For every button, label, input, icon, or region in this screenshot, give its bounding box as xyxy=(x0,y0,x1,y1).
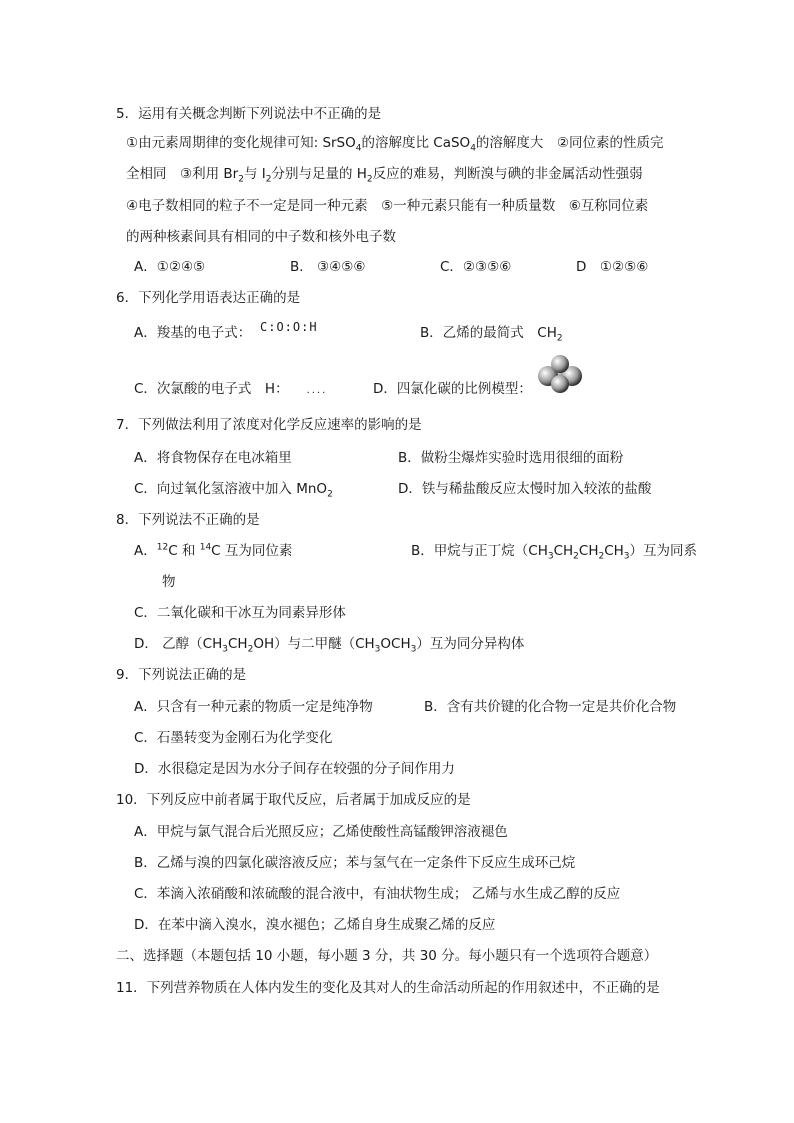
q7-option-c: C．向过氧化氢溶液中加入 MnO$_2$ xyxy=(134,481,333,500)
q9-option-b: B．含有共价键的化合物一定是共价化合物 xyxy=(424,699,677,715)
q5-option-a: A．①②④⑤ xyxy=(134,259,206,275)
q5-line1: ①由元素周期律的变化规律可知: SrSO$_4$的溶解度比 CaSO$_4$的溶解度大 ②同位素的性质完 xyxy=(126,135,664,154)
q8-option-b-wrap: 物 xyxy=(162,574,176,590)
q7-option-a: A．将食物保存在电冰箱里 xyxy=(134,450,292,466)
q9-option-c: C．石墨转变为金刚石为化学变化 xyxy=(134,730,333,746)
q10-option-a: A．甲烷与氯气混合后光照反应；乙烯使酸性高锰酸钾溶液褪色 xyxy=(134,824,508,840)
ccl4-space-filling-model-icon xyxy=(536,354,584,394)
q6-option-b: B．乙烯的最简式 $CH_2$ xyxy=(420,325,563,344)
q6-option-d: D．四氯化碳的比例模型： xyxy=(373,381,532,397)
q5-stem: 5．运用有关概念判断下列说法中不正确的是 xyxy=(116,106,382,122)
q8-stem: 8．下列说法不正确的是 xyxy=(116,512,260,528)
q5-line4: 的两种核素间具有相同的中子数和核外电子数 xyxy=(126,229,396,245)
q5-line3: ④电子数相同的粒子不一定是同一种元素 ⑤一种元素只能有一种质量数 ⑥互称同位素 xyxy=(126,198,649,214)
q8-option-a: A．$^{12}$C 和 $^{14}$C 互为同位素 xyxy=(134,542,293,559)
q7-stem: 7．下列做法利用了浓度对化学反应速率的影响的是 xyxy=(116,417,422,433)
q10-option-b: B．乙烯与溴的四氯化碳溶液反应；苯与氢气在一定条件下反应生成环己烷 xyxy=(134,855,576,871)
q5-option-b: B． ③④⑤⑥ xyxy=(290,259,366,275)
section-2-heading: 二、选择题（本题包括 10 小题，每小题 3 分，共 30 分。每小题只有一个选项符合题意） xyxy=(116,948,658,964)
carboxyl-electron-formula: C:O:O:H xyxy=(260,320,318,334)
q8-option-c: C．二氧化碳和干冰互为同素异形体 xyxy=(134,605,346,621)
q9-option-d: D．水很稳定是因为水分子间存在较强的分子间作用力 xyxy=(134,761,455,777)
q5-line2: 全相同 ③利用 $Br_2$与 $I_2$分别与足量的 $H_2$反应的难易，判断溴与碘的非金属活动性强弱 xyxy=(126,166,643,185)
q10-option-c: C．苯滴入浓硝酸和浓硫酸的混合液中，有油状物生成； 乙烯与水生成乙醇的反应 xyxy=(134,886,621,902)
q5-option-d: D ①②⑤⑥ xyxy=(576,259,649,275)
q10-option-d: D．在苯中滴入溴水，溴水褪色；乙烯自身生成聚乙烯的反应 xyxy=(134,917,496,933)
q9-stem: 9．下列说法正确的是 xyxy=(116,667,247,683)
q6-option-c: C．次氯酸的电子式 H： .... xyxy=(134,381,328,397)
q11-stem: 11．下列营养物质在人体内发生的变化及其对人的生命活动所起的作用叙述中，不正确的是 xyxy=(116,980,660,996)
q6-stem: 6．下列化学用语表达正确的是 xyxy=(116,290,301,306)
q8-option-d: D． 乙醇$(CH_3CH_2OH)$与二甲醚$(CH_3OCH_3)$互为同分异构体 xyxy=(134,636,525,655)
q9-option-a: A．只含有一种元素的物质一定是纯净物 xyxy=(134,699,373,715)
q8-option-b: B．甲烷与正丁烷$(CH_3CH_2CH_2CH_3)$互为同系 xyxy=(411,543,698,562)
q10-stem: 10．下列反应中前者属于取代反应，后者属于加成反应的是 xyxy=(116,792,471,808)
q7-option-b: B．做粉尘爆炸实验时选用很细的面粉 xyxy=(398,450,624,466)
q7-option-d: D．铁与稀盐酸反应太慢时加入较浓的盐酸 xyxy=(398,481,652,497)
q5-option-c: C．②③⑤⑥ xyxy=(440,259,512,275)
q6-option-a: A．羧基的电子式： xyxy=(134,325,252,341)
